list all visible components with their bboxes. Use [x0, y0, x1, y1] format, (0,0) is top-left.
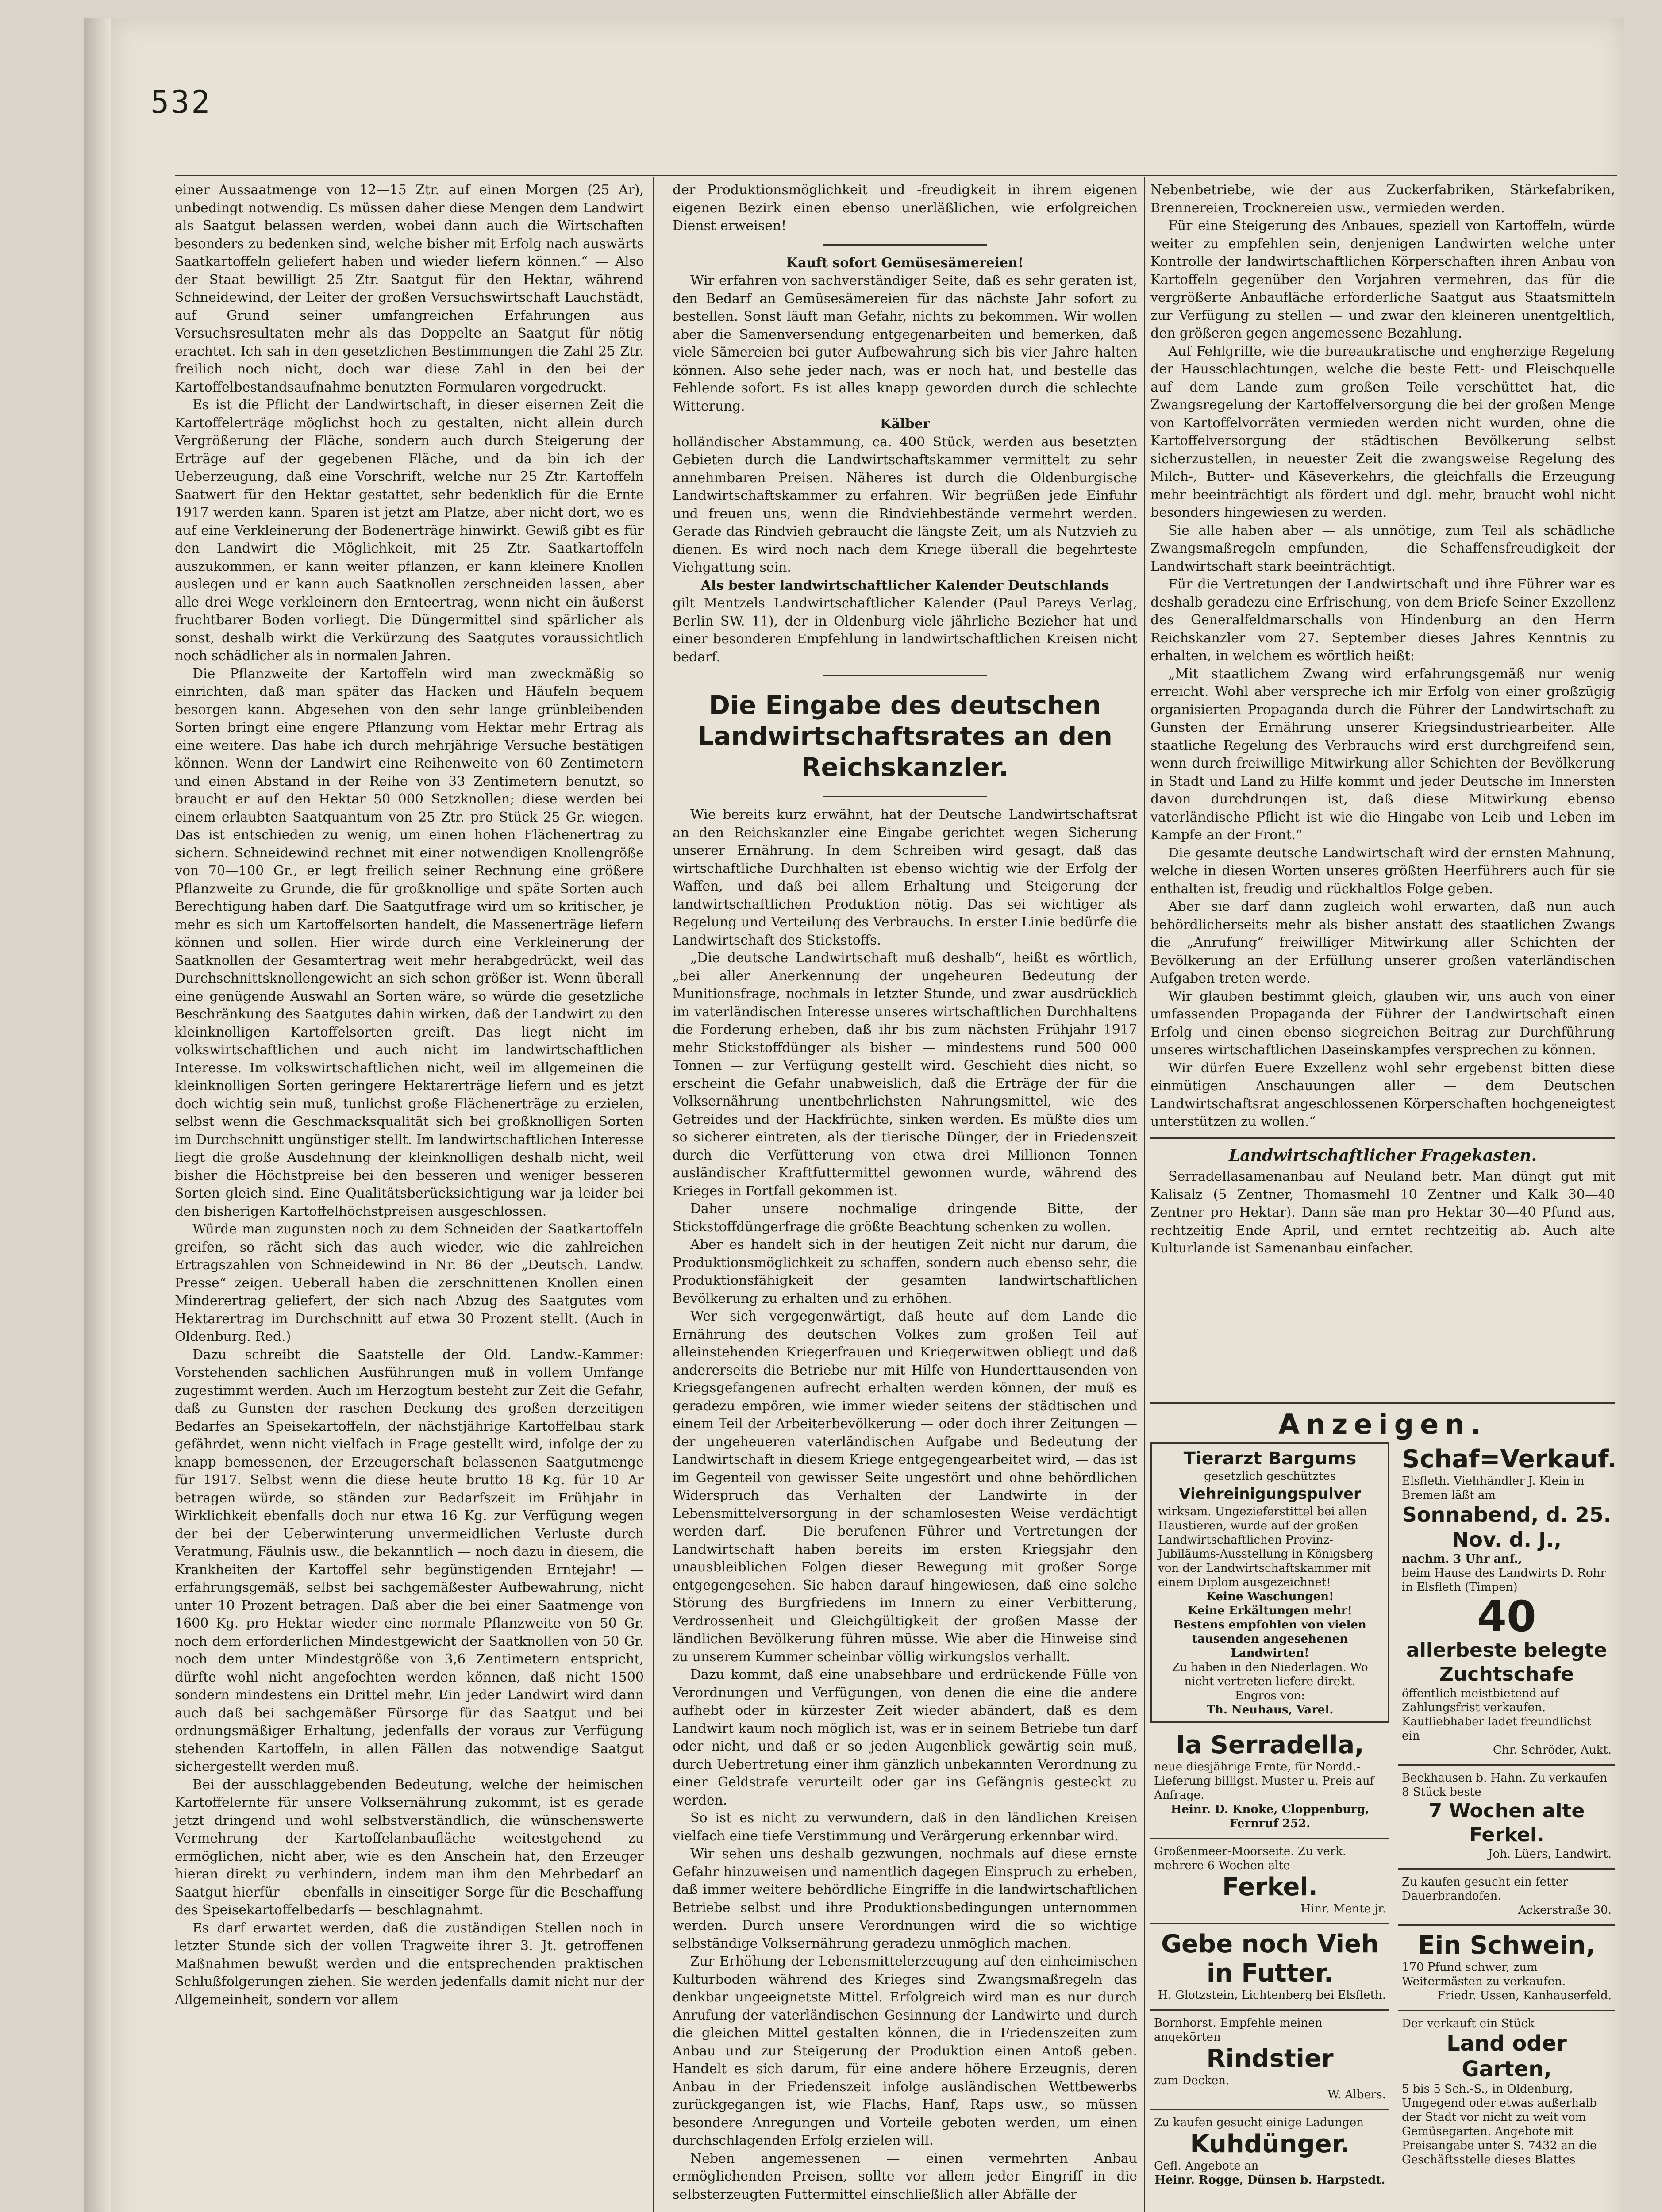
ad-ofen — [1398, 1872, 1615, 1920]
ad-land — [1398, 2014, 1615, 2170]
ad-text: neue diesjährige Ernte, für Nordd.-Lieferung billigst. Muster u. Preis auf Anfrage. — [1154, 1760, 1374, 1802]
fragekasten-title: Landwirtschaftlicher Fragekasten. — [1229, 1146, 1537, 1165]
page-number: 532 — [150, 84, 212, 120]
paragraph: Die Pflanzweite der Kartoffeln wird man zweckmäßig so einrichten, daß man später das Hacken und Häufeln bequem besorgen kann. Abgesehen von den sehr lange grünbleibenden Sorten bringt eine engere Pflanzung vom Hektar mehr Ertrag als eine weitere. Das habe ich durch mehrjährige Versuche bestätigen können. Wenn der Landwirt eine Reihenweite von 60 Zentimetern und einen Abstand in der Reihe von 33 Zentimetern benutzt, so braucht er auf den Hektar 50 000 Setzknollen; diese werden bei einem erlaubten Saatquantum von 25 Ztr. pro Stück 25 Gr. wiegen. Das ist entschieden zu wenig, um einen hohen Flächenertrag zu sichern. Schneidewind rechnet mit einer notwendigen Knollengröße von 70—100 Gr., er legt freilich seiner Rechnung eine größere Pflanzweite zu Grunde, die für großknollige und späte Sorten auch Berechtigung haben darf. Die Saatgutfrage wird um so kritischer, je mehr es sich um Kartoffelsorten handelt, die Massenerträge liefern können und sollen. Hier wirde durch eine Verkleinerung der Saatknollen der Gesamtertrag weit mehr herabgedrückt, weil das Durchschnittsknollengewicht an sich schon größer ist. Wenn überall eine genügende Auswahl an Sorten wäre, so würde die gesetzliche Beschränkung des Saatgutes dahin wirken, daß der Landwirt zu den kleinknolligen Kartoffelsorten greift. Das liegt nicht im volkswirtschaftlichen und auch nicht im landwirtschaftlichen Interesse. Im volkswirtschaftlichen nicht, weil im allgemeinen die kleinknolligen Sorten geringere Hektarerträge liefern und es jetzt doch wichtig sein muß, tunlichst große Flächenerträge zu erzielen, selbst wenn die Geschmacksqualität sich bei großknolligen Sorten im Durchschnitt ungünstiger stellt. Im landwirtschaftlichen Interesse liegt die große Ausdehnung der kleinknolligen deshalb nicht, weil bisher die Höchstpreise bei den besseren und weniger besseren Sorten gleich sind. Eine Qualitätsberücksichtigung war ja leider bei den bisherigen Kartoffelhöchstpreisen ausgeschlossen. — [175, 666, 644, 1219]
ad-place: beim Hause des Landwirts D. Rohr in Elsfleth (Timpen) — [1402, 1567, 1606, 1594]
paragraph: Dazu kommt, daß eine unabsehbare und erdrückende Fülle von Verordnungen und Verfügungen, von denen die eine die andere aufhebt oder in kürzester Zeit wieder abändert, daß es dem Landwirt kaum noch möglich ist, was er in seinem Betriebe tun darf oder nicht, und daß er so jeden Augenblick gewärtig sein muß, durch Uebertretung einer ihm gänzlich unbekannten Verordnung zu einer Geldstrafe verurteilt oder gar ins Gefängnis gesteckt zu werden. — [673, 1667, 1137, 1808]
section-title: Als bester landwirtschaftlicher Kalender Deutschlands — [700, 577, 1109, 593]
ad-text: Großenmeer-Moorseite. Zu verk. mehrere 6 Wochen alte — [1154, 1845, 1347, 1872]
divider — [1398, 1868, 1615, 1870]
paragraph: „Mit staatlichem Zwang wird erfahrungsgemäß nur wenig erreicht. Wohl aber verspreche ich mir Erfolg von einer großzügig organisierten Propaganda durch die Führer der Landwirtschaft zu Gunsten der Ernährung unserer Kriegsindustriearbeiter. Alle staatliche Regelung des Verbrauchs wird erst durchgreifend sein, wenn durch freiwillige Mitwirkung aller Schichten der Bevölkerung in Stadt und Land zu Hilfe kommt und jeder Deutsche im Innersten davon durchdrungen ist, daß diese Mitwirkung ebenso vaterländische Pflicht ist wie die Hingabe von Leib und Leben im Kampfe an der Front.“ — [1150, 666, 1615, 843]
ad-title: Kuhdünger. — [1190, 2130, 1350, 2158]
ad-signature: W. Albers. — [1327, 2088, 1386, 2101]
paragraph: Für eine Steigerung des Anbaues, speziell von Kartoffeln, würde weiter zu empfehlen sein, denjenigen Landwirten welche unter Kontrolle der landwirtschaftlichen Körperschaften ihren Anbau von Kartoffeln gegenüber den Vorjahren vermehren, das für die vergrößerte Anbaufläche erforderliche Saatgut aus Staatsmitteln zur Verfügung zu stellen — und zwar den kleineren unentgeltlich, den größeren gegen angemessene Bezahlung. — [1150, 218, 1615, 341]
divider — [823, 675, 987, 676]
ad-signature: Joh. Lüers, Landwirt. — [1488, 1847, 1612, 1861]
divider — [823, 796, 987, 797]
ad-schwein — [1398, 1928, 1615, 2005]
paragraph: Die gesamte deutsche Landwirtschaft wird der ernsten Mahnung, welche in diesen Worten unseres größten Heerführers auch für sie enthalten ist, freudig und rückhaltlos Folge geben. — [1150, 845, 1615, 897]
ad-text: Der verkauft ein Stück — [1402, 2017, 1535, 2030]
ad-signature: Heinr. D. Knoke, Cloppenburg, Fernruf 252. — [1170, 1803, 1370, 1830]
ad-text: zum Decken. — [1154, 2074, 1230, 2087]
ads-column-right — [1398, 1442, 1615, 2174]
ad-text: öffentlich meistbietend auf Zahlungsfrist verkaufen. Kaufliebhaber ladet freundlichst ein — [1402, 1687, 1592, 1743]
ad-vieh — [1150, 1927, 1389, 2005]
ad-ferkel-beckhausen — [1398, 1768, 1615, 1864]
column-1 — [175, 181, 644, 2009]
divider — [1150, 1402, 1615, 1404]
paragraph: Neben angemessenen — einen vermehrten Anbau ermöglichenden Preisen, sollte vor allem jeder Eingriff in die selbsterzeugten Futtermittel einschließlich aller Abfälle der — [673, 2151, 1137, 2202]
paragraph: „Die deutsche Landwirtschaft muß deshalb“, heißt es wörtlich, „bei aller Anerkennung der ungeheuren Bedeutung der Munitionsfrage, nochmals in letzter Stunde, und zwar ausdrücklich im vaterländischen Interesse unseres wirtschaftlichen Durchhaltens die Forderung erheben, daß ihr bis zum nächsten Frühjahr 1917 mehr Stickstoffdünger als bisher — mindestens rund 500 000 Tonnen — zur Verfügung gestellt wird. Geschieht dies nicht, so erscheint die Gefahr unabweislich, daß die Erträge der für die Volksernährung unentbehrlichsten Nahrungsmittel, wie des Getreides und der Hackfrüchte, sinken werden. Es müßte dies um so sicherer eintreten, als der tierische Dünger, der in Friedenszeit durch die Verfütterung von etwa drei Millionen Tonnen ausländischer Kraftfuttermittel gewonnen wurde, während des Krieges in Fortfall gekommen ist. — [673, 950, 1137, 1199]
divider — [1150, 2009, 1389, 2011]
paragraph: Wir sehen uns deshalb gezwungen, nochmals auf diese ernste Gefahr hinzuweisen und namentlich dagegen Einspruch zu erheben, daß immer weitere behördliche Eingriffe in die landwirtschaftlichen Betriebe selbst und ihre Produktionsbedingungen unternommen werden. Durch unsere Verordnungen wird die so wichtige selbständige Volksernährung geradezu unmöglich machen. — [673, 1846, 1137, 1951]
ad-tierarzt — [1150, 1442, 1389, 1723]
divider — [1398, 2010, 1615, 2011]
ad-text: Zu kaufen gesucht einige Ladungen — [1154, 2116, 1364, 2129]
ad-signature: Chr. Schröder, Aukt. — [1493, 1743, 1612, 1757]
ad-title: Rindstier — [1206, 2044, 1334, 2073]
advertisements — [1150, 1402, 1617, 2187]
ad-ferkel — [1150, 1842, 1389, 1919]
ads-column-left — [1150, 1442, 1389, 2194]
paragraph: einer Aussaatmenge von 12—15 Ztr. auf einen Morgen (25 Ar), unbedingt notwendig. Es müssen daher diese Mengen dem Landwirt als Saatgut belassen werden, wobei dann auch die Wirtschaften besonders zu bedenken sind, welche bisher mit Erfolg nach auswärts Saatkartoffeln geliefert haben und wieder liefern können.“ — Also der Staat bewilligt 25 Ztr. Saatgut für den Hektar, während Schneidewind, der Leiter der großen Versuchswirtschaft Lauchstädt, auf Grund seiner umfangreichen Erfahrungen aus Versuchsresultaten mehr als das Doppelte an Saatgut für nötig erachtet. Ich sah in den gesetzlichen Bestimmungen die Zahl 25 Ztr. freilich noch nicht, doch war diese Zahl in den bei der Kartoffelbestandsaufnahme benutzten Formularen vorgedruckt. — [175, 182, 644, 395]
paragraph: Wer sich vergegenwärtigt, daß heute auf dem Lande die Ernährung des deutschen Volkes zum großen Teil auf alleinstehenden Kriegerfrauen und Kriegerwitwen obliegt und daß andererseits die Betriebe nur mit Hilfe von Hunderttausenden von Kriegsgefangenen aufrecht erhalten werden können, der muß es geradezu empören, wie immer wieder seitens der städtischen und einem Teil der Arbeiterbevölkerung — oder doch ihrer Zeitungen — der ungeheueren vaterländischen Aufgabe und Bedeutung der Landwirtschaft in diesem Kriege entgegengearbeitet wird, — das ist im Gegenteil von gewisser Seite ungestört und ohne behördlichen Widerspruch das Verhalten der Landwirte in der Lebensmittelversorgung in der schamlosesten Weise verdächtigt werden darf. — Die berufenen Führer und Vertretungen der Landwirtschaft haben bereits im ersten Kriegsjahr den unausbleiblichen Folgen dieser Bewegung mit großer Sorge entgegengesehen. Sie haben darauf hingewiesen, daß eine solche Störung des Burgfriedens im Innern zu einer Verbitterung, Verdrossenheit und Gleichgültigkeit der großen Masse der ländlichen Bevölkerung führen müsse. Wie aber die Hinweise sind zu unserem Kummer scheinbar völlig wirkungslos verhallt. — [673, 1309, 1137, 1665]
paragraph: der Produktionsmöglichkeit und -freudigkeit in ihrem eigenen eigenen Bezirk einen ebenso unerläßlichen, wie erfolgreichen Dienst erweisen! — [673, 182, 1137, 234]
paragraph: Würde man zugunsten noch zu dem Schneiden der Saatkartoffeln greifen, so rächt sich das auch wieder, wie die zahlreichen Ertragszahlen von Schneidewind in Nr. 86 der „Deutsch. Landw. Presse“ zeigen. Ueberall haben die zerschnittenen Knollen einen Minderertrag geliefert, der sich nach Abzug des Saatgutes vom Hektarertrag im Durchschnitt auf etwa 30 Prozent stellt. (Auch in Oldenburg. Red.) — [175, 1221, 644, 1344]
paragraph: Nebenbetriebe, wie der aus Zuckerfabriken, Stärkefabriken, Brennereien, Trocknereien usw., vermieden werden. — [1150, 182, 1615, 216]
header-rule — [175, 175, 1617, 176]
divider — [1398, 1764, 1615, 1766]
ad-text: wirksam. Ungezieferstittel bei allen Haustieren, wurde auf der großen Landwirtschaftlichen Provinz-Jubiläums-Ausstellung in Königsberg von der Landwirtschaftskammer mit einem Diplom ausgezeichnet! — [1158, 1505, 1373, 1589]
ad-text: Elsfleth. Viehhändler J. Klein in Bremen läßt am — [1402, 1475, 1585, 1502]
paragraph: gilt Mentzels Landwirtschaftlicher Kalender (Paul Pareys Verlag, Berlin SW. 11), der in Oldenburg viele jährliche Bezieher hat und einer besonderen Empfehlung in landwirtschaftlichen Kreisen nicht bedarf. — [673, 595, 1137, 665]
ad-text: 170 Pfund schwer, zum Weitermästen zu verkaufen. — [1402, 1961, 1566, 1988]
ad-claim: Bestens empfohlen von vielen tausenden angesehenen Landwirten! — [1173, 1618, 1366, 1660]
ad-title: Ia Serradella, — [1176, 1731, 1364, 1759]
paragraph: Für die Vertretungen der Landwirtschaft und ihre Führer war es deshalb geradezu eine Erfrischung, von dem Briefe Seiner Exzellenz des Generalfeldmarschalls von Hindenburg an den Herrn Reichskanzler vom 27. September dieses Jahres Kenntnis zu erhalten, in welchem es wörtlich heißt: — [1150, 576, 1615, 664]
ad-text: Bornhorst. Empfehle meinen angekörten — [1154, 2016, 1323, 2044]
column-rule-1 — [653, 177, 654, 2212]
ad-signature: Heinr. Rogge, Dünsen b. Harpstedt. — [1154, 2174, 1385, 2187]
divider — [1150, 1137, 1615, 1139]
ad-subtitle: gesetzlich geschütztes — [1204, 1470, 1336, 1483]
paragraph: Dazu schreibt die Saatstelle der Old. Landw.-Kammer: Vorstehenden sachlichen Ausführungen muß in vollem Umfange zugestimmt werden. Auch im Herzogtum besteht zur Zeit die Gefahr, daß zu Gunsten der raschen Deckung des großen derzeitigen Bedarfes an Speisekartoffeln, der nächstjährige Kartoffelbau stark gefährdet, wenn nicht vielfach in Frage gestellt wird, infolge der zu knapp bemessenen, der Erzeugerschaft belassenen Saatgutmenge für 1917. Selbst wenn die diese heute brutto 18 Kg. für 10 Ar betragen würde, so ständen zur Bedarfszeit im Frühjahr in Wirklichkeit ebenfalls doch nur etwa 16 Kg. zur Verfügung wegen der bei der Ueberwinterung unvermeidlichen Verluste durch Veratmung, Fäulnis usw., die bekanntlich — noch dazu in diesem, die Krankheiten der Kartoffel sehr begünstigenden Erntejahr! — erfahrungsgemäß, selbst bei sachgemäßester Aufbewahrung, nicht unter 10 Prozent betragen. Daß aber die bei einer Saatmenge von 1600 Kg. pro Hektar wieder eine normale Pflanzweite von 50 Gr. noch dem erforderlichen Mindestgewicht der Saatknollen von 50 Gr. noch dem unter Mindestgröße von 3,6 Zentimetern entspricht, dürfte wohl nicht angefochten werden können, daß nicht 1500 sondern mindestens ein Drittel mehr. Ein jeder Landwirt wird dann auch daß bei sachgemäßer Fürsorge für das Saatgut und bei ordnungsmäßiger Erhaltung, jedenfalls der voraus zur Verfügung stehenden Kartoffeln, in allen Fällen das notwendige Saatgut sichergestellt werden muß. — [175, 1347, 644, 1774]
ad-time: nachm. 3 Uhr anf., — [1402, 1552, 1522, 1566]
paragraph: Wie bereits kurz erwähnt, hat der Deutsche Landwirtschaftsrat an den Reichskanzler eine Eingabe gerichtet wegen Sicherung unserer Ernährung. In dem Schreiben wird gesagt, daß das wirtschaftliche Durchhalten ist ebenso wichtig wie der Erfolg der Waffen, und daß bei allem Erhaltung und Steigerung der landwirtschaftlichen Produktion nötig. Das sei wichtiger als Regelung und Verteilung des Verbrauchs. In erster Linie bedürfe die Landwirtschaft des Stickstoffs. — [673, 807, 1137, 948]
ad-serradella — [1150, 1728, 1389, 1833]
divider — [1398, 1924, 1615, 1926]
ad-signature: Th. Neuhaus, Varel. — [1206, 1703, 1334, 1717]
ad-count: 40 — [1477, 1592, 1536, 1641]
ad-title: Land oder Garten, — [1447, 2031, 1567, 2081]
ad-title: Schaf=Verkauf. — [1402, 1445, 1617, 1474]
binding-fold — [84, 18, 111, 2212]
ads-title: Anzeigen. — [1278, 1408, 1487, 1440]
paragraph: Bei der ausschlaggebenden Bedeutung, welche der heimischen Kartoffelernte für unsere Volksernährung zukommt, ist es gerade jetzt dringend und wohl selbstverständlich, die wünschenswerte Vermehrung der Kartoffelanbaufläche weitestgehend zu ermöglichen, nicht aber, wie es den Anschein hat, den Erzeuger hieran direkt zu verhindern, indem man ihm den Mehrbedarf an Saatgut hierfür — ebenfalls in einseitiger Sorge für die Beschaffung des Speisekartoffelbedarfs — beschlagnahmt. — [175, 1777, 644, 1918]
divider — [1150, 1923, 1389, 1924]
ad-claim: Keine Erkältungen mehr! — [1188, 1604, 1352, 1617]
paragraph: Aber sie darf dann zugleich wohl erwarten, daß nun auch behördlicherseits mehr als bisher anstatt des staatlichen Zwangs die „Anrufung“ freiwilliger Mitwirkung aller Schichten der Bevölkerung an der Erfüllung unserer großen vaterländischen Aufgaben treten werde. — — [1150, 899, 1615, 986]
ad-text: 5 bis 5 Sch.-S., in Oldenburg, Umgegend oder etwas außerhalb der Stadt vor nicht zu weit vom Gemüsegarten. Angebote mit Preisangabe unter S. 7432 an die Geschäftsstelle dieses Blattes — [1402, 2082, 1597, 2166]
paragraph: Es darf erwartet werden, daß die zuständigen Stellen noch in letzter Stunde sich der vollen Tragweite ihrer 3. Jt. getroffenen Maßnahmen bewußt werden und die entsprechenden praktischen Schlußfolgerungen ziehen. Sie werden jedenfalls damit nicht nur der Allgemeinheit, sondern vor allem — [175, 1920, 644, 2008]
paragraph: Auf Fehlgriffe, wie die bureaukratische und engherzige Regelung der Hausschlachtungen, welche die beste Fett- und Fleischquelle auf dem Lande zum großen Teile verschüttet hat, die Zwangsregelung der Kartoffelversorgung die bei der großen Menge von Kartoffelvorräten vermieden werden nicht wurden, ohne die Kartoffelversorgung der städtischen Bevölkerung selbst sicherzustellen, in neuester Zeit die zwangsweise Regelung des Milch-, Butter- und Käseverkehrs, die gleichfalls die Erzeugung mehr beeinträchtigt als fördert und dgl. mehr, braucht wohl nicht besonders hingewiesen zu werden. — [1150, 343, 1615, 520]
paragraph: Wir dürfen Euere Exzellenz wohl sehr ergebenst bitten diese einmütigen Anschauungen aller — dem Deutschen Landwirtschaftsrat angeschlossenen Körperschaften hochgeneigtest unterstützen zu wollen.“ — [1150, 1060, 1615, 1129]
paragraph: Sie alle haben aber — als unnötige, zum Teil als schädliche Zwangsmaßregeln empfunden, — die Schaffensfreudigkeit der Landwirtschaft stark beeinträchtigt. — [1150, 522, 1615, 574]
ad-title: Tierarzt Bargums — [1183, 1448, 1357, 1469]
paragraph: Zur Erhöhung der Lebensmittelerzeugung auf den einheimischen Kulturboden während des Krieges sind Zwangsmaßregeln das denkbar ungeeignetste Mittel. Erfolgreich wird man es nur durch Anrufung der vaterländischen Gesinnung der Landwirte und durch die gleichen Mittel gestalten können, die in Friedenszeiten zum Anbau und zur Steigerung der Produktion einen Antoß geben. Handelt es sich darum, für eine andere höhere Erzeugnis, deren Anbau in der Friedenszeit infolge ausländischen Wettbewerbs zurückgegangen ist, wie Flachs, Hanf, Raps usw., so müssen besondere Anregungen und Vorteile geboten werden, um einen durchschlagenden Erfolg erzielen will. — [673, 1954, 1137, 2148]
column-rule-2 — [1144, 177, 1145, 2212]
ad-signature: Friedr. Ussen, Kanhauserfeld. — [1437, 1989, 1612, 2002]
ad-title: Ferkel. — [1222, 1873, 1318, 1901]
ad-date: Sonnabend, d. 25. Nov. d. J., — [1402, 1503, 1612, 1551]
ad-kuhduenger — [1150, 2113, 1389, 2190]
ad-product: Viehreinigungspulver — [1179, 1485, 1361, 1503]
section-title: Kauft sofort Gemüsesämereien! — [786, 255, 1024, 271]
ad-dealer: Zu haben in den Niederlagen. Wo nicht vertreten liefere direkt. — [1172, 1661, 1368, 1688]
paragraph: Aber es handelt sich in der heutigen Zeit nicht nur darum, die Produktionsmöglichkeit zu schaffen, sondern auch ebenso sehr, die Produktionsfähigkeit der gesamten landwirtschaftlichen Bevölkerung zu erhalten und zu erhöhen. — [673, 1237, 1137, 1306]
fragekasten-text: Serradellasamenanbau auf Neuland betr. Man düngt gut mit Kalisalz (5 Zentner, Thomasmehl 10 Zentner und Kalk 30—40 Zentner pro Hektar). Dann säe man pro Hektar 30—40 Pfund aus, rechtzeitig Ende April, und erntet rechtzeitig ab. Auch alte Kulturlande ist Samenanbau einfacher. — [1150, 1169, 1615, 1256]
section-title: Kälber — [880, 416, 930, 432]
ad-text: Zu kaufen gesucht ein fetter Dauerbrandofen. — [1402, 1875, 1568, 1903]
ad-title: 7 Wochen alte Ferkel. — [1428, 1800, 1585, 1846]
paragraph: Daher unsere nochmalige dringende Bitte, der Stickstoffdüngerfrage die größte Beachtung schenken zu wollen. — [673, 1201, 1137, 1235]
ad-signature: Ackerstraße 30. — [1518, 1904, 1612, 1917]
divider — [823, 244, 987, 246]
divider — [1150, 1838, 1389, 1839]
paragraph: holländischer Abstammung, ca. 400 Stück, werden aus besetzten Gebieten durch die Landwirtschaftskammer vermittelt zu sehr annehmbaren Preisen. Näheres ist durch die Oldenburgische Landwirtschaftskammer zu erfahren. Wir begrüßen jede Einfuhr und freuen uns, wenn die Rindviehbestände vermehrt werden. Gerade das Rindvieh gebraucht die längste Zeit, um als Nutzvieh zu dienen. Es wird noch nach dem Kriege überall die begehrteste Viehgattung sein. — [673, 434, 1137, 575]
ad-rindstier — [1150, 2013, 1389, 2104]
ad-text: Gefl. Angebote an — [1154, 2159, 1259, 2173]
ad-kind: allerbeste belegte Zuchtschafe — [1406, 1639, 1607, 1686]
ad-signature: H. Glotzstein, Lichtenberg bei Elsfleth. — [1158, 1989, 1386, 2002]
ad-engros: Engros von: — [1235, 1689, 1305, 1702]
ad-signature: Hinr. Mente jr. — [1300, 1902, 1386, 1916]
ad-title: Gebe noch Vieh in Futter. — [1161, 1930, 1379, 1988]
paragraph: Wir erfahren von sachverständiger Seite, daß es sehr geraten ist, den Bedarf an Gemüsesämereien für das nächste Jahr sofort zu bestellen. Sonst läuft man Gefahr, nichts zu bekommen. Wir wollen aber die Samenversendung entgegenarbeiten und bemerken, daß viele Sämereien bei guter Aufbewahrung sich bis vier Jahre halten können. Also sehe jeder nach, was er noch hat, und bestelle das Fehlende sofort. Es ist alles knapp geworden durch die schlechte Witterung. — [673, 273, 1137, 414]
column-3 — [1150, 181, 1615, 1394]
paragraph: Es ist die Pflicht der Landwirtschaft, in dieser eisernen Zeit die Kartoffelerträge möglichst hoch zu gestalten, nicht allein durch Vergrößerung der Fläche, sondern auch durch Steigerung der Erträge auf der gegebenen Fläche, und da bin ich der Ueberzeugung, daß eine Vorschrift, welche nur 25 Ztr. Kartoffeln Saatwert für den Hektar gestattet, sehr bedenklich für die Ernte 1917 werden kann. Sparen ist jetzt am Platze, aber nicht dort, wo es auf eine Verkleinerung der Bodenerträge hinwirkt. Gewiß gibt es für den Landwirt die Möglichkeit, mit 25 Ztr. Saatkartoffeln auszukommen, er kann weiter pflanzen, er kann kleinere Knollen auslegen und er kann auch Saatknollen zerschneiden lassen, aber alle drei Wege verkleinern den Ernteertrag, wenn nicht ein äußerst fruchtbarer Boden vorliegt. Die Düngermittel sind spärlicher als sonst, deshalb wirkt die Verkürzung des Saatgutes voraussichtlich noch schädlicher als in normalen Jahren. — [175, 397, 644, 664]
paragraph: Wir glauben bestimmt gleich, glauben wir, uns auch von einer umfassenden Propaganda der Führer der Landwirtschaft einen Erfolg und einen ebenso siegreichen Beitrag zur Durchführung unseres wirtschaftlichen Daseinskampfes versprechen zu können. — [1150, 988, 1615, 1058]
divider — [1150, 2109, 1389, 2110]
ad-claim: Keine Waschungen! — [1206, 1590, 1334, 1603]
ad-schafverkauf — [1398, 1442, 1615, 1760]
ad-text: Beckhausen b. Hahn. Zu verkaufen 8 Stück beste — [1402, 1771, 1608, 1799]
article-headline: Die Eingabe des deutschen Landwirtschaftsrates an den Reichskanzler. — [697, 690, 1112, 782]
column-2 — [673, 181, 1137, 2204]
paragraph: So ist es nicht zu verwundern, daß in den ländlichen Kreisen vielfach eine tiefe Verstimmung und Verärgerung erkennbar wird. — [673, 1810, 1137, 1844]
ad-title: Ein Schwein, — [1418, 1931, 1596, 1960]
